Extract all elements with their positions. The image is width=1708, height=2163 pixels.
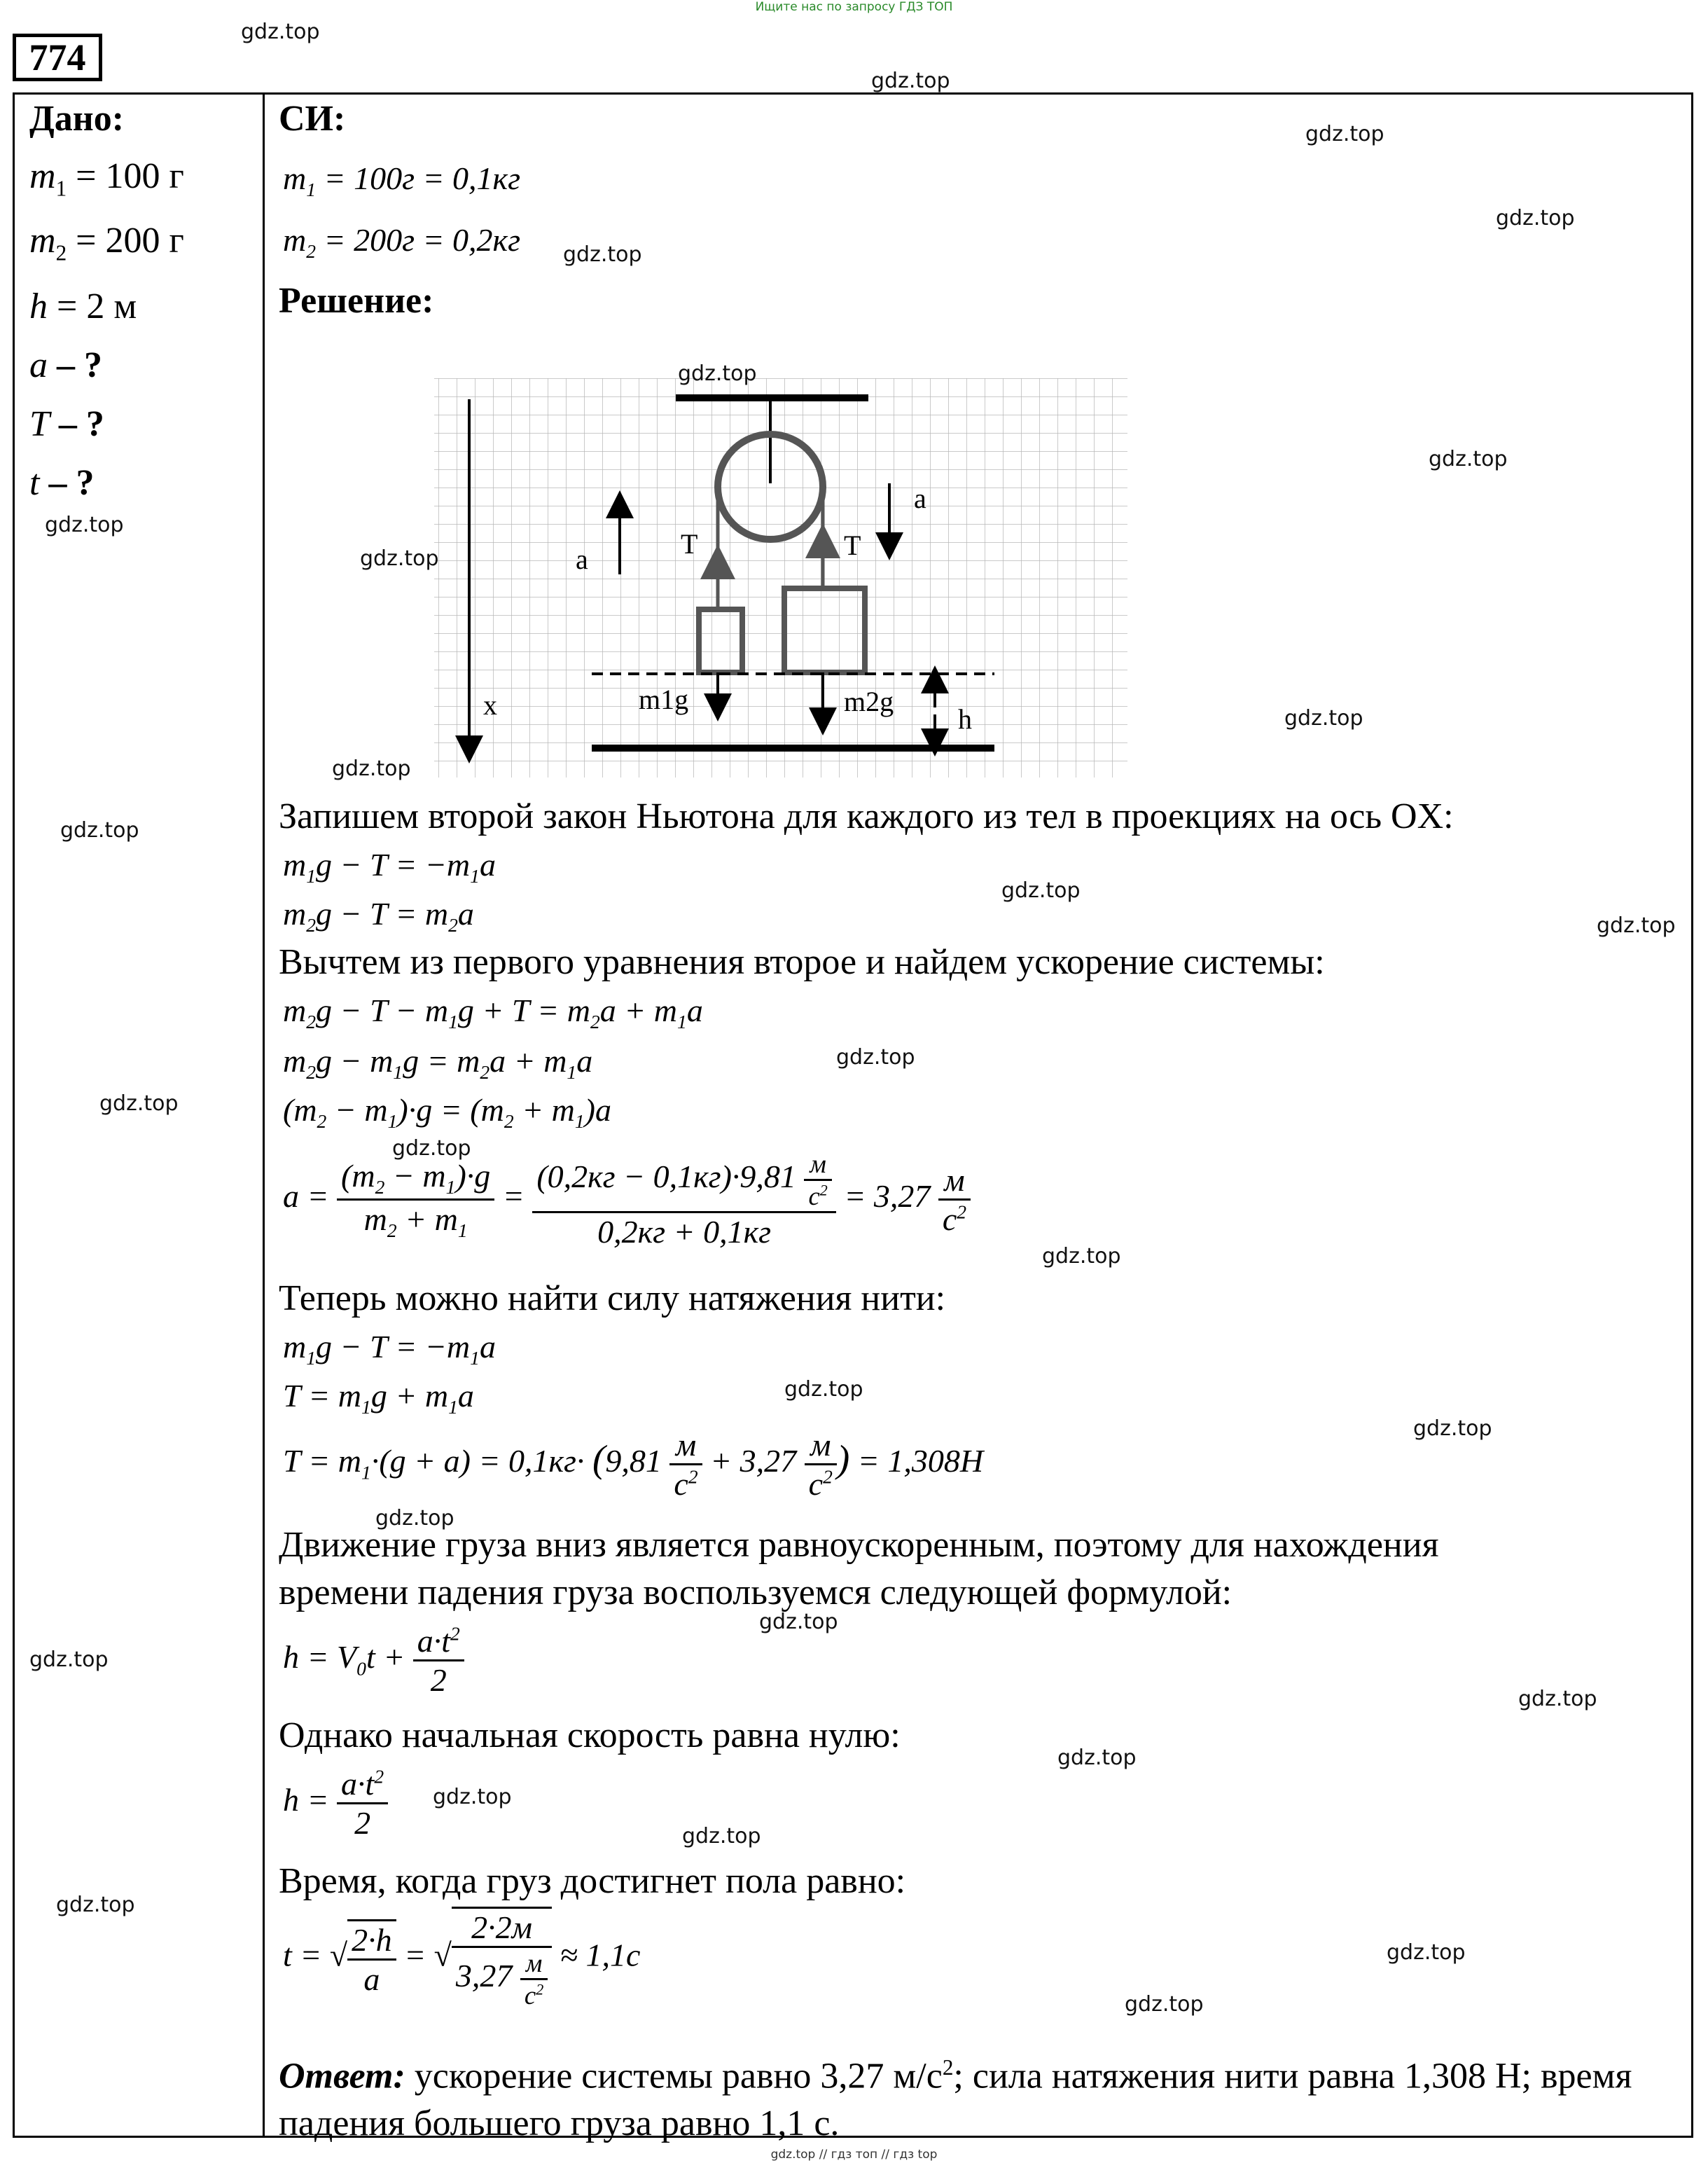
label-m2g: m2g — [844, 686, 894, 717]
watermark: gdz.top — [1597, 913, 1676, 938]
watermark: gdz.top — [784, 1377, 863, 1402]
watermark: gdz.top — [1429, 447, 1508, 471]
watermark: gdz.top — [563, 242, 642, 267]
answer-label: Ответ: — [279, 2056, 405, 2096]
si-line-1: $m_1 = 100г = 0,1кг$ — [283, 160, 521, 201]
label-a-left: a — [576, 544, 588, 575]
watermark: gdz.top — [1518, 1687, 1597, 1711]
answer-text-1: ускорение системы равно 3,27 м/с — [414, 2056, 943, 2096]
watermark: gdz.top — [1057, 1746, 1137, 1770]
eq-newton-2: $m_2g - T = m_2a$ — [283, 896, 474, 937]
given-h: h = 2 м — [29, 286, 137, 326]
watermark: gdz.top — [375, 1506, 454, 1530]
given-title: Дано: — [29, 99, 125, 139]
paragraph-tension: Теперь можно найти силу натяжения нити: — [279, 1278, 946, 1318]
si-title: СИ: — [279, 99, 346, 139]
given-a: a – ? — [29, 345, 102, 385]
watermark: gdz.top — [682, 1824, 761, 1848]
paragraph-newton: Запишем второй закон Ньютона для каждого из тел в проекциях на ось OX: — [279, 796, 1454, 836]
given-m1: $m_1 = 100$ г — [29, 156, 184, 201]
watermark: gdz.top — [29, 1647, 109, 1672]
paragraph-motion-a: Движение груза вниз является равноускоренным, поэтому для нахождения — [279, 1525, 1439, 1565]
watermark: gdz.top — [759, 1610, 838, 1634]
footer-note: gdz.top // гдз топ // гдз top — [770, 2148, 938, 2162]
acceleration-result: 3,27 — [873, 1178, 931, 1215]
watermark: gdz.top — [1042, 1244, 1121, 1269]
eq-time: t = √ $\frac{2\cdot h}{a}$ = √ 2·2м 3,27 $\frac{м}{с^2}$ ≈ 1,1с — [283, 1907, 640, 2010]
paragraph-zero-velocity: Однако начальная скорость равна нулю: — [279, 1715, 901, 1755]
watermark: gdz.top — [1305, 122, 1384, 146]
watermark: gdz.top — [392, 1136, 471, 1161]
label-x: x — [483, 689, 497, 721]
watermark: gdz.top — [1496, 206, 1575, 230]
eq-tension-2: $T = m_1g + m_1a$ — [283, 1378, 474, 1418]
label-h: h — [958, 703, 972, 735]
given-T: T – ? — [29, 404, 104, 444]
watermark: gdz.top — [332, 756, 411, 781]
paragraph-time: Время, когда груз достигнет пола равно: — [279, 1861, 906, 1901]
watermark: gdz.top — [678, 361, 757, 386]
answer: Ответ: ускорение системы равно 3,27 $м/с^2$; сила натяжения нити равна 1,308 Н; время падения большего груза равно 1,1 с. — [279, 2055, 1632, 2144]
watermark: gdz.top — [871, 69, 950, 93]
eq-distance-full: $h = V_0t$ + $\frac{a\cdot t^2}{2}$ — [283, 1622, 464, 1699]
watermark: gdz.top — [45, 513, 124, 537]
label-m1g: m1g — [639, 684, 689, 715]
watermark: gdz.top — [241, 20, 320, 44]
problem-number: 774 — [13, 34, 102, 81]
label-a-right: a — [914, 483, 926, 514]
answer-text-2: ; сила натяжения нити равна 1,308 Н; время падения большего груза равно 1,1 с. — [279, 2056, 1632, 2144]
column-divider — [263, 92, 265, 2138]
paragraph-subtract: Вычтем из первого уравнения второе и найдем ускорение системы: — [279, 942, 1325, 982]
label-T-left: T — [681, 528, 698, 560]
eq-subtract-2: $m_2g - m_1g = m_2a + m_1a$ — [283, 1043, 593, 1084]
watermark: gdz.top — [60, 818, 139, 843]
eq-tension-1: $m_1g - T = -m_1a$ — [283, 1329, 496, 1369]
given-m2: $m_2 = 200$ г — [29, 221, 184, 265]
solution-title: Решение: — [279, 281, 434, 321]
watermark: gdz.top — [1125, 1992, 1204, 2017]
time-result: 1,1 — [585, 1937, 627, 1973]
watermark: gdz.top — [99, 1091, 179, 1116]
eq-distance-simple: h = $\frac{a\cdot t^2}{2}$ — [283, 1765, 388, 1841]
eq-tension-3: $T = m_1\cdot(g + a) = 0,1кг\cdot (9,81$ $\frac{м}{с^2}$ + 3,27 $\frac{м}{с^2}$ ) = 1,308H — [283, 1427, 984, 1502]
watermark: gdz.top — [1387, 1940, 1466, 1965]
watermark: gdz.top — [836, 1045, 915, 1070]
eq-acceleration: a = $\frac{(m_2 - m_1)\cdot g}{m_2 + m_1}$ = (0,2кг − 0,1кг)·9,81 $\frac{м}{с^2}$ 0,2кг + 0,1кг = 3,27 $\frac{м}{с^2}$ — [283, 1149, 971, 1250]
watermark: gdz.top — [1284, 706, 1363, 731]
label-T-right: T — [844, 530, 861, 561]
watermark: gdz.top — [56, 1893, 135, 1917]
watermark: gdz.top — [433, 1785, 512, 1809]
watermark: gdz.top — [1001, 878, 1081, 903]
paragraph-motion-b: времени падения груза воспользуемся следующей формулой: — [279, 1573, 1233, 1612]
tension-result: 1,308 — [887, 1443, 960, 1479]
given-t: t – ? — [29, 463, 95, 503]
header-note: Ищите нас по запросу ГДЗ ТОП — [755, 0, 953, 14]
pulley-diagram — [420, 378, 1134, 778]
si-line-2: $m_2 = 200г = 0,2кг$ — [283, 222, 521, 263]
watermark: gdz.top — [1413, 1416, 1492, 1441]
eq-subtract-1: $m_2g - T - m_1g + T = m_2a + m_1a$ — [283, 993, 703, 1033]
eq-newton-1: $m_1g - T = -m_1a$ — [283, 847, 496, 887]
watermark: gdz.top — [360, 546, 439, 571]
eq-subtract-3: $(m_2 - m_1)\cdot g = (m_2 + m_1)a$ — [283, 1092, 611, 1133]
